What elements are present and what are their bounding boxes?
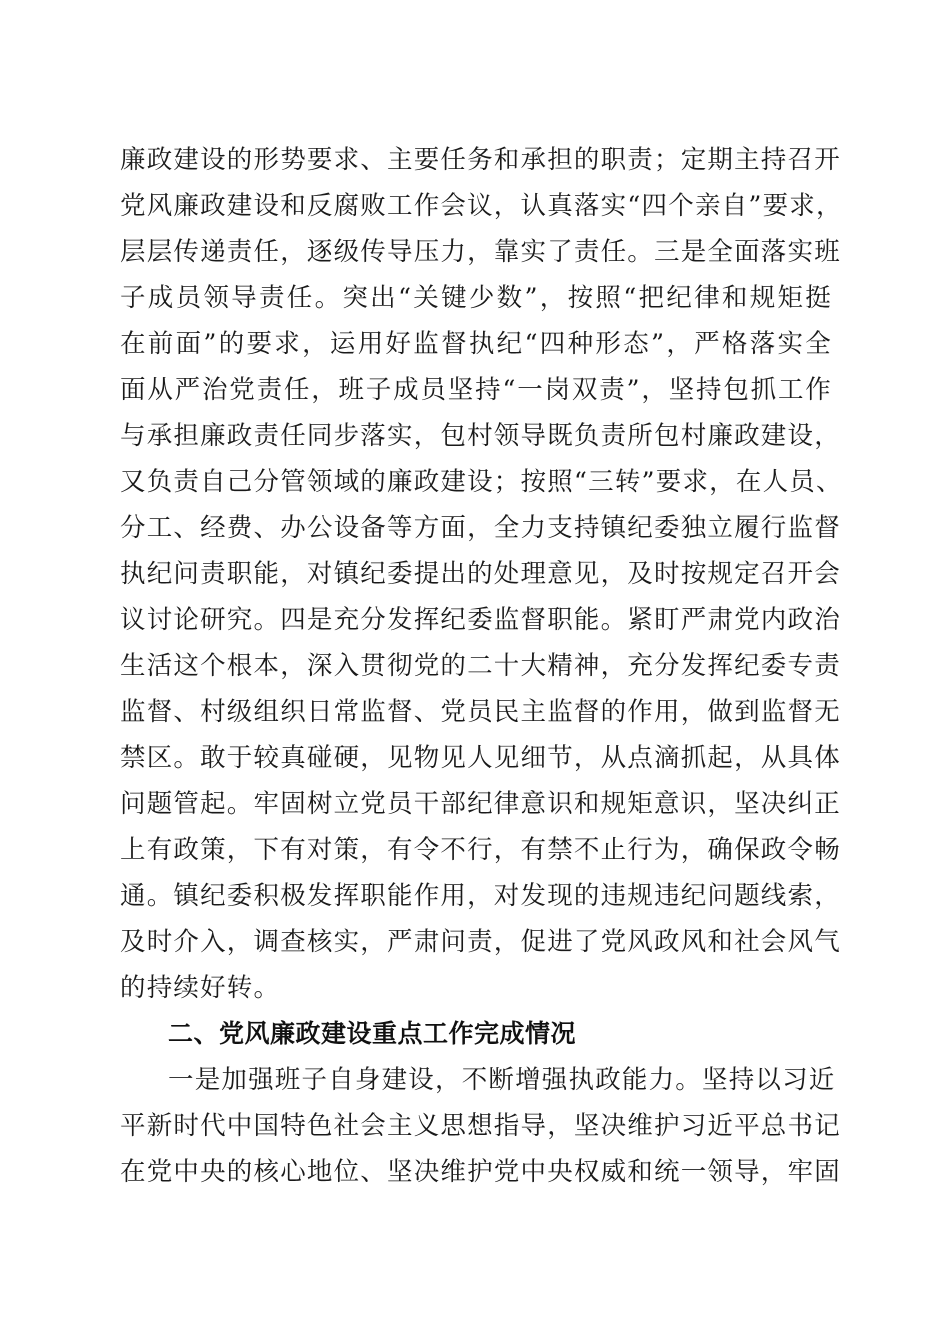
- paragraph1-line-14: 禁区。敢于较真碰硬，见物见人见细节，从点滴抓起，从具体: [120, 743, 841, 773]
- paragraph1-line-9: 分工、经费、办公设备等方面，全力支持镇纪委独立履行监督: [120, 513, 841, 543]
- paragraph1-line-11: 议讨论研究。四是充分发挥纪委监督职能。紧盯严肃党内政治: [120, 605, 841, 635]
- paragraph1-line-1: 廉政建设的形势要求、主要任务和承担的职责；定期主持召开: [120, 145, 841, 175]
- paragraph1-line-5: 在前面”的要求，运用好监督执纪“四种形态”，严格落实全: [120, 329, 832, 359]
- paragraph1-line-17: 通。镇纪委积极发挥职能作用，对发现的违规违纪问题线索，: [120, 881, 841, 911]
- paragraph1-line-2: 党风廉政建设和反腐败工作会议，认真落实“四个亲自”要求，: [120, 191, 843, 221]
- paragraph1-line-12: 生活这个根本，深入贯彻党的二十大精神，充分发挥纪委专责: [120, 651, 841, 681]
- paragraph1-line-15: 问题管起。牢固树立党员干部纪律意识和规矩意识，坚决纠正: [120, 789, 841, 819]
- section-heading: 二、党风廉政建设重点工作完成情况: [168, 1019, 577, 1048]
- paragraph2-line-2: 平新时代中国特色社会主义思想指导，坚决维护习近平总书记: [120, 1111, 841, 1141]
- paragraph1-line-3: 层层传递责任，逐级传导压力，靠实了责任。三是全面落实班: [120, 237, 841, 267]
- paragraph1-line-16: 上有政策，下有对策，有令不行，有禁不止行为，确保政令畅: [120, 835, 841, 865]
- paragraph1-line-7: 与承担廉政责任同步落实，包村领导既负责所包村廉政建设，: [120, 421, 841, 451]
- paragraph2-line-1: 一是加强班子自身建设，不断增强执政能力。坚持以习近: [168, 1065, 836, 1095]
- paragraph1-line-19: 的持续好转。: [120, 973, 281, 1003]
- paragraph1-line-18: 及时介入，调查核实，严肃问责，促进了党风政风和社会风气: [120, 927, 841, 957]
- paragraph1-line-8: 又负责自己分管领域的廉政建设；按照“三转”要求，在人员、: [120, 467, 843, 497]
- paragraph2-line-3: 在党中央的核心地位、坚决维护党中央权威和统一领导，牢固: [120, 1157, 841, 1187]
- paragraph1-line-6: 面从严治党责任，班子成员坚持“一岗双责”，坚持包抓工作: [120, 375, 832, 405]
- paragraph1-line-4: 子成员领导责任。突出“关键少数”，按照“把纪律和规矩挺: [120, 283, 832, 313]
- paragraph1-line-10: 执纪问责职能，对镇纪委提出的处理意见，及时按规定召开会: [120, 559, 841, 589]
- paragraph1-line-13: 监督、村级组织日常监督、党员民主监督的作用，做到监督无: [120, 697, 841, 727]
